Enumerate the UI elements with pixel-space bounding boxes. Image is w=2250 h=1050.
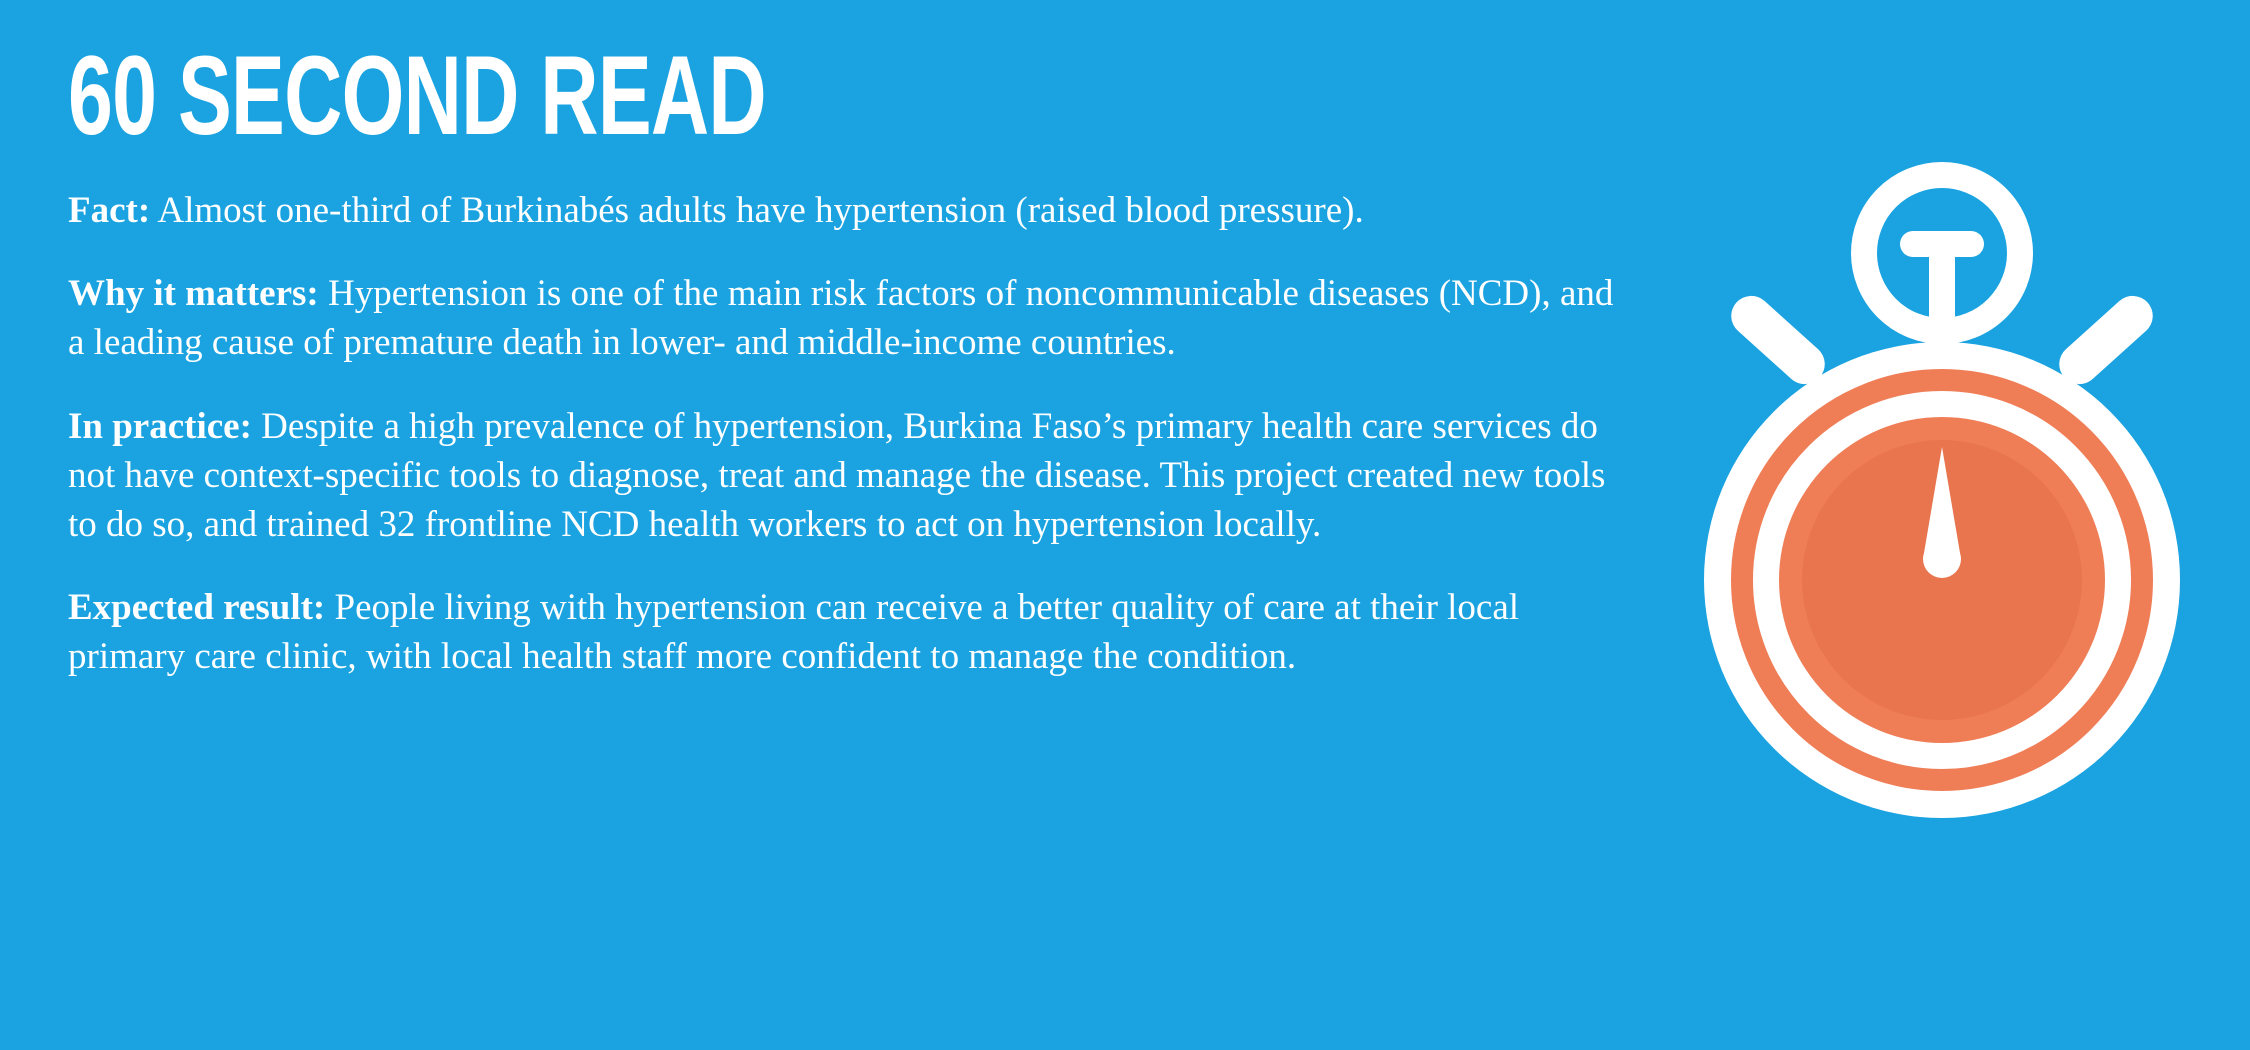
stopwatch-icon	[1692, 155, 2192, 855]
paragraph-text-why-it-matters: Hypertension is one of the main risk factors of noncommunicable diseases (NCD), and a leading cause of premature death in lower- and middle-income countries.	[68, 273, 1614, 364]
paragraph-lead-why-it-matters: Why it matters:	[68, 273, 319, 315]
paragraph-in-practice	[68, 402, 1638, 550]
footer-strip	[0, 1028, 2250, 1050]
text-content	[68, 33, 1708, 682]
paragraph-why-it-matters	[68, 269, 1638, 367]
paragraph-lead-expected-result: Expected result:	[68, 587, 326, 629]
page-title: 60 SECOND READ	[68, 33, 766, 158]
paragraph-text-in-practice: Despite a high prevalence of hypertension, Burkina Faso’s primary health care services do not have context-specific tools to diagnose, treat and manage the disease. This project created new tools to do so, and trained 32 frontline NCD health workers to act on hypertension locally.	[68, 405, 1606, 546]
paragraph-expected-result	[68, 583, 1638, 681]
paragraph-fact	[68, 186, 1638, 235]
paragraph-lead-fact: Fact:	[68, 190, 151, 231]
paragraph-text-expected-result: People living with hypertension can receive a better quality of care at their local primary care clinic, with local health staff more confident to manage the condition.	[68, 587, 1520, 678]
paragraph-text-fact: Almost one-third of Burkinabés adults have hypertension (raised blood pressure).	[150, 190, 1364, 231]
paragraph-lead-in-practice: In practice:	[68, 405, 252, 447]
